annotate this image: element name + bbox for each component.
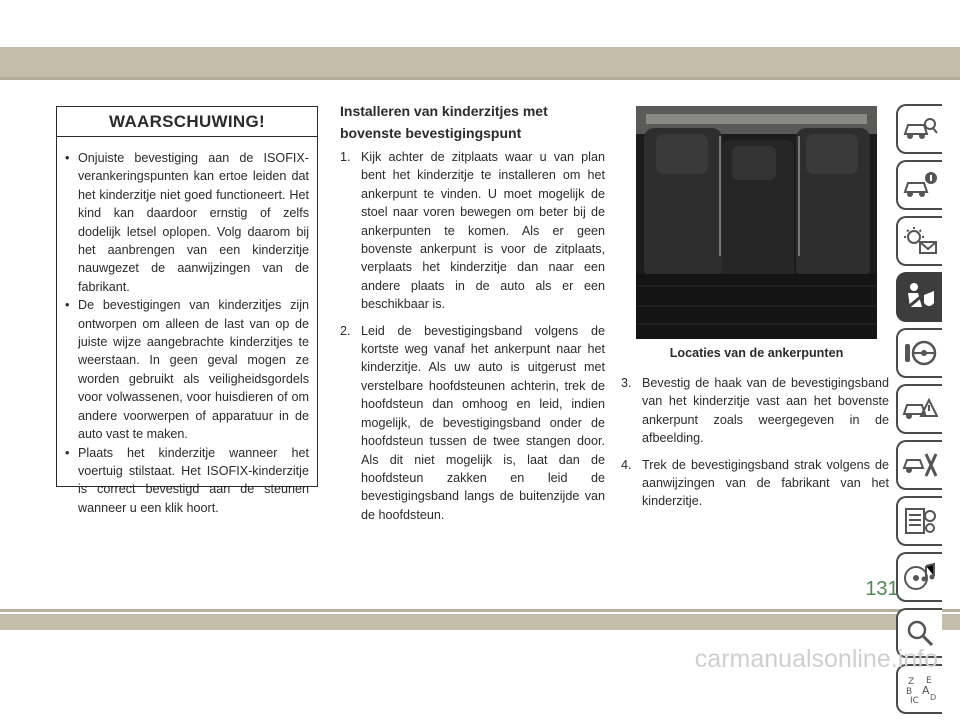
tab-warning-lights[interactable] (896, 216, 942, 266)
warning-item: • Plaats het kinderzitje wanneer het voertuig stilstaat. Het ISOFIX-kinderzitje is correct bevestigd aan de steunen wanneer u een klik hoort. (65, 444, 309, 518)
tab-car-warning[interactable] (896, 384, 942, 434)
figure-caption: Locaties van de ankerpunten (669, 346, 844, 360)
bottom-band (0, 614, 960, 630)
tab-car-tools[interactable] (896, 440, 942, 490)
chapter-tabs (896, 104, 942, 720)
watermark: carmanualsonline.info (694, 645, 938, 673)
multimedia-icon (902, 562, 938, 592)
step-text: Leid de bevestigingsband volgens de kortste weg vanaf het ankerpunt naar het kinderzitje. Als uw auto is uitgerust met verstelbare hoofdsteunen achterin, trek de hoofdsteun dan omhoog en leid, indien mogelijk, de bevestigingsband onder de hoofdsteun tussen de twee stangen door. Als dit niet mogelijk is, laat dan de hoofdsteun zakken en leid de bevestigingsband langs de buitenzijde van de hoofdsteun. (361, 323, 605, 522)
warning-box (56, 106, 318, 515)
svg-text:A: A (922, 684, 930, 697)
step-item (621, 456, 889, 511)
tab-steering-key[interactable] (896, 328, 942, 378)
car-info-icon (902, 170, 938, 200)
car-tools-icon (902, 450, 938, 480)
tab-multimedia[interactable] (896, 552, 942, 602)
anchor-points-photo (636, 106, 877, 339)
section-title: Installeren van kinderzitjes met bovenste bevestigingspunt (340, 103, 548, 141)
car-search-icon (902, 114, 938, 144)
instructions-column (340, 100, 605, 532)
step-number: 4. (621, 457, 632, 472)
step-item (340, 148, 605, 314)
step-item (621, 374, 889, 448)
step-number: 1. (340, 150, 351, 164)
step-number: 3. (621, 376, 632, 390)
step-text: Trek de bevestigingsband strak volgens de aanwijzingen van de fabrikant van het kinderzitje. (642, 457, 889, 509)
svg-text:E: E (926, 676, 932, 686)
warning-item: • Onjuiste bevestiging aan de ISOFIX-verankeringspunten kan ertoe leiden dat het kinderzitje niet goed functioneert. Het kind kan daardoor ernstig of zelfs dodelijk letsel oplopen. Volg daarom bij het aanbrengen van een kinderzitje nauwgezet de aanwijzingen van de fabrikant. (65, 149, 309, 296)
step-number: 2. (340, 323, 351, 338)
svg-text:Z: Z (908, 677, 915, 687)
instructions-column-continued (621, 374, 889, 519)
svg-text:D: D (930, 693, 937, 702)
tab-car-search[interactable] (896, 104, 942, 154)
warning-list (57, 137, 317, 517)
step-text: Bevestig de haak van de bevestigingsband van het kinderzitje vast aan het bovenste ankerpunt zoals weergegeven in de afbeelding. (642, 376, 889, 446)
tab-car-info[interactable] (896, 160, 942, 210)
car-warning-icon (902, 394, 938, 424)
steps-list (340, 148, 605, 524)
steps-list (621, 374, 889, 511)
warning-lights-message-icon (902, 226, 938, 256)
step-text: Kijk achter de zitplaats waar u van plan bent het kinderzitje te installeren om het ankerpunt te vinden. U moet mogelijk de stoel naar voren bewegen om beter bij de ankerpunten te komen. Als er geen bovenste ankerpunt is voor de zitplaats, verplaats het kinderzitje dan naar een andere plaats in de auto als er een beschikbaar is. (361, 150, 605, 312)
bottom-rule (0, 609, 960, 612)
maintenance-list-icon (902, 506, 938, 536)
page-number: 131 (865, 578, 899, 600)
search-icon (902, 618, 938, 648)
tab-seat-safety[interactable] (896, 272, 942, 322)
svg-text:B: B (906, 687, 913, 697)
step-item (340, 322, 605, 524)
top-band (0, 47, 960, 79)
warning-item: • De bevestigingen van kinderzitjes zijn ontworpen om alleen de last van op de juiste wijze aangebrachte kinderzitjes te weerstaan. In geen geval mogen ze worden gebruikt als veiligheidsgordels voor volwassenen, voor huisdieren of om andere voorwerpen of apparatuur in de auto vast te maken. (65, 296, 309, 443)
steering-wheel-key-icon (902, 338, 938, 368)
tab-maintenance[interactable] (896, 496, 942, 546)
svg-text:IC: IC (910, 696, 919, 705)
warning-title: WAARSCHUWING! (57, 107, 317, 137)
seat-safety-icon (902, 281, 938, 313)
